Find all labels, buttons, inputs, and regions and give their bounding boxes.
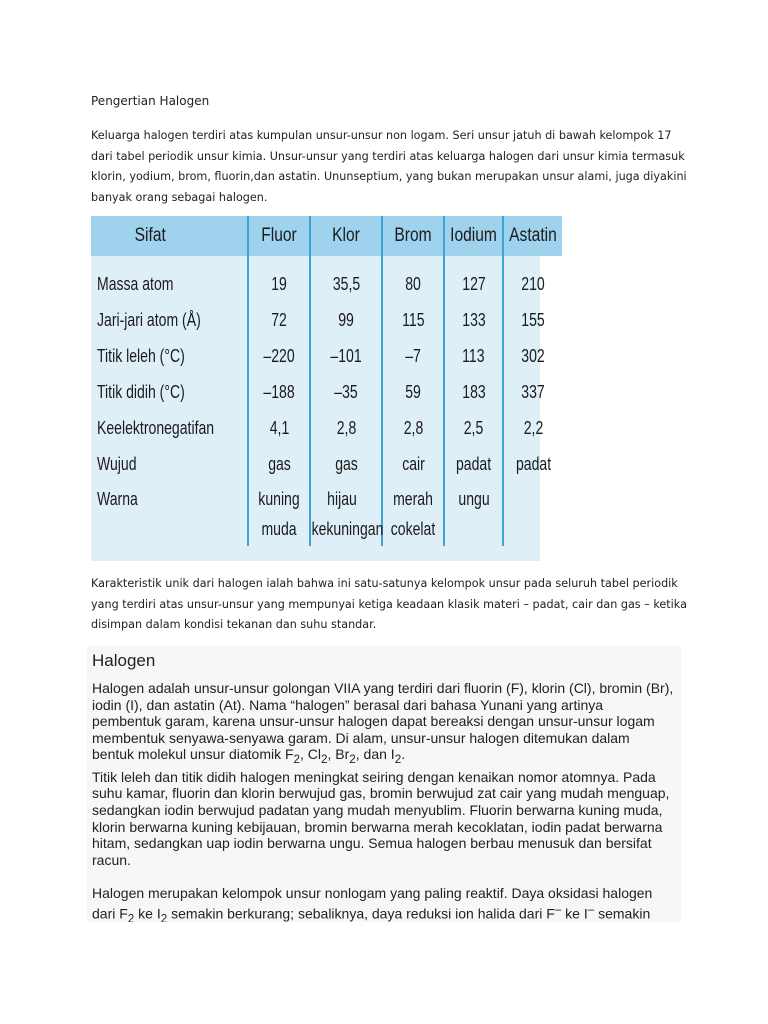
article-body (92, 680, 674, 922)
table-cell (503, 482, 562, 546)
property-label: Keelektronegatifan (97, 417, 215, 438)
table-row (91, 374, 562, 410)
table-row (91, 302, 562, 338)
property-label: Warna (97, 489, 138, 509)
halogen-properties-table (91, 216, 562, 546)
table-cell: 113 (444, 338, 503, 374)
article-paragraph: Halogen merupakan kelompok unsur nonlogam yang paling reaktif. Daya oksidasi halogen dari $F_2$ ke $I_2$ semakin berkurang; sebaliknya, daya reduksi ion halida dari F– ke I– semakin (92, 885, 653, 922)
table-cell: padat (444, 446, 503, 482)
table-row (91, 338, 562, 374)
table-cell: 127 (444, 256, 503, 302)
article-heading: Halogen (92, 651, 156, 670)
intro-paragraph: Keluarga halogen terdiri atas kumpulan unsur-unsur non logam. Seri unsur jatuh di bawah kelompok 17 dari tabel periodik unsur kimia. Unsur-unsur yang terdiri atas keluarga halogen dari unsur kimia termasuk klorin, yodium, brom, fluorin,dan astatin. Ununseptium, yang bukan merupakan unsur alami, juga diyakini banyak orang sebagai halogen. (91, 129, 687, 204)
table-cell: padat (503, 446, 562, 482)
table-cell: 35,5 (310, 256, 382, 302)
property-label: Titik leleh (°C) (97, 345, 185, 366)
table-row (91, 446, 562, 482)
header-sifat: Sifat (134, 225, 166, 246)
table-cell: 2,8 (382, 410, 444, 446)
table-cell: 80 (382, 256, 444, 302)
table-cell: 155 (503, 302, 562, 338)
table-cell: 210 (503, 256, 562, 302)
table-cell: gas (310, 446, 382, 482)
property-label: Wujud (97, 453, 137, 474)
property-label: Jari-jari atom (Å) (97, 309, 201, 330)
table-cell: 2,8 (310, 410, 382, 446)
table-cell: 115 (382, 302, 444, 338)
table-cell: 337 (503, 374, 562, 410)
table-cell: ungu (444, 482, 503, 546)
table-cell: –101 (310, 338, 382, 374)
article-paragraph: Halogen adalah unsur-unsur golongan VIIA yang terdiri dari fluorin (F), klorin (Cl), bromin (Br), iodin (I), dan astatin (At). Nama “halogen” berasal dari bahasa Yunani yang artinya pembentuk garam, karena unsur-unsur halogen dapat bereaksi dengan unsur-unsur logam membentuk senyawa-senyawa garam. Di alam, unsur-unsur halogen ditemukan dalam bentuk molekul unsur diatomik $F_2$, $Cl_2$, $Br_2$, dan $I_2$. (92, 680, 674, 767)
table-row (91, 410, 562, 446)
characteristics-paragraph: Karakteristik unik dari halogen ialah bahwa ini satu-satunya kelompok unsur pada seluruh tabel periodik yang terdiri atas unsur-unsur yang mempunyai ketiga keadaan klasik materi – padat, cair dan gas – ketika disimpan dalam kondisi tekanan dan suhu standar. (91, 577, 687, 631)
table-cell: gas (248, 446, 310, 482)
table-cell: merah cokelat (382, 482, 444, 546)
table-cell: –35 (310, 374, 382, 410)
table-row (91, 482, 562, 546)
header-fluor: Fluor (254, 216, 305, 256)
header-klor: Klor (317, 216, 376, 256)
document-title: Pengertian Halogen (91, 94, 210, 108)
header-astatin: Astatin (508, 216, 556, 256)
table-cell: 2,2 (503, 410, 562, 446)
table-cell: 19 (248, 256, 310, 302)
table-cell: 4,1 (248, 410, 310, 446)
table-header-row (91, 216, 562, 256)
table-cell: kuning muda (248, 482, 310, 546)
property-label: Massa atom (97, 273, 174, 294)
halogen-properties-table-image (91, 216, 557, 561)
table-cell: –220 (248, 338, 310, 374)
table-row (91, 256, 562, 302)
table-cell: 183 (444, 374, 503, 410)
table-cell: 99 (310, 302, 382, 338)
header-brom: Brom (388, 216, 439, 256)
table-cell: hijau kekuningan (310, 482, 382, 546)
header-iodium: Iodium (449, 216, 497, 256)
table-cell: 302 (503, 338, 562, 374)
table-cell: 133 (444, 302, 503, 338)
property-label: Titik didih (°C) (97, 381, 185, 402)
table-cell: cair (382, 446, 444, 482)
halogen-article-box (87, 646, 681, 922)
table-cell: 2,5 (444, 410, 503, 446)
table-cell: –7 (382, 338, 444, 374)
table-cell: –188 (248, 374, 310, 410)
table-cell: 72 (248, 302, 310, 338)
table-cell: 59 (382, 374, 444, 410)
article-paragraph: Titik leleh dan titik didih halogen meningkat seiring dengan kenaikan nomor atomnya. Pada suhu kamar, fluorin dan klorin berwujud gas, bromin berwujud zat cair yang mudah menguap, sedangkan iodin berwujud padatan yang mudah menyublim. Fluorin berwarna kuning muda, klorin berwarna kuning kebijauan, bromin berwarna merah kecoklatan, iodin padat berwarna hitam, sedangkan uap iodin berwarna ungu. Semua halogen berbau menusuk dan bersifat racun. (92, 768, 670, 868)
